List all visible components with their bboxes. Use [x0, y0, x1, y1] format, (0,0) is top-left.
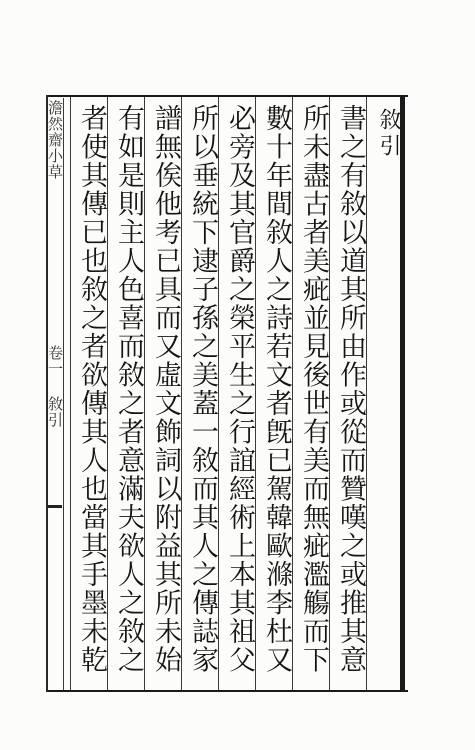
text-column-5: 所以垂統下逮子孫之美蓋一敘而其人之傳誌家: [187, 104, 218, 674]
margin-chapter-label: 卷一 敘引: [46, 345, 64, 428]
column-rule: [70, 97, 71, 690]
text-column-7: 有如是則主人色喜而敘之者意滿夫欲人之敘之: [113, 104, 144, 674]
frame-bottom-rule: [46, 690, 408, 692]
text-column-8: 者使其傳已也敘之者欲傳其人也當其手墨未乾: [76, 104, 107, 674]
text-column-1: 書之有敘以道其所由作或從而贊嘆之或推其意: [335, 104, 366, 674]
text-column-3: 數十年間敘人之詩若文者旣已駕韓歐滌李杜又: [261, 104, 292, 674]
margin-book-title: 澹然齋小草: [46, 100, 64, 180]
frame-top-rule: [46, 95, 408, 97]
section-heading: 敘引: [376, 108, 401, 160]
fish-tail-mark: [48, 505, 62, 508]
text-column-4: 必旁及其官爵之榮平生之行誼經術上本其祖父: [224, 104, 255, 674]
text-column-2: 所未盡古者美疵並見後世有美而無疵濫觴而下: [298, 104, 329, 674]
text-column-6: 譜無俟他考已具而又虛文飾詞以附益其所未始: [150, 104, 181, 674]
